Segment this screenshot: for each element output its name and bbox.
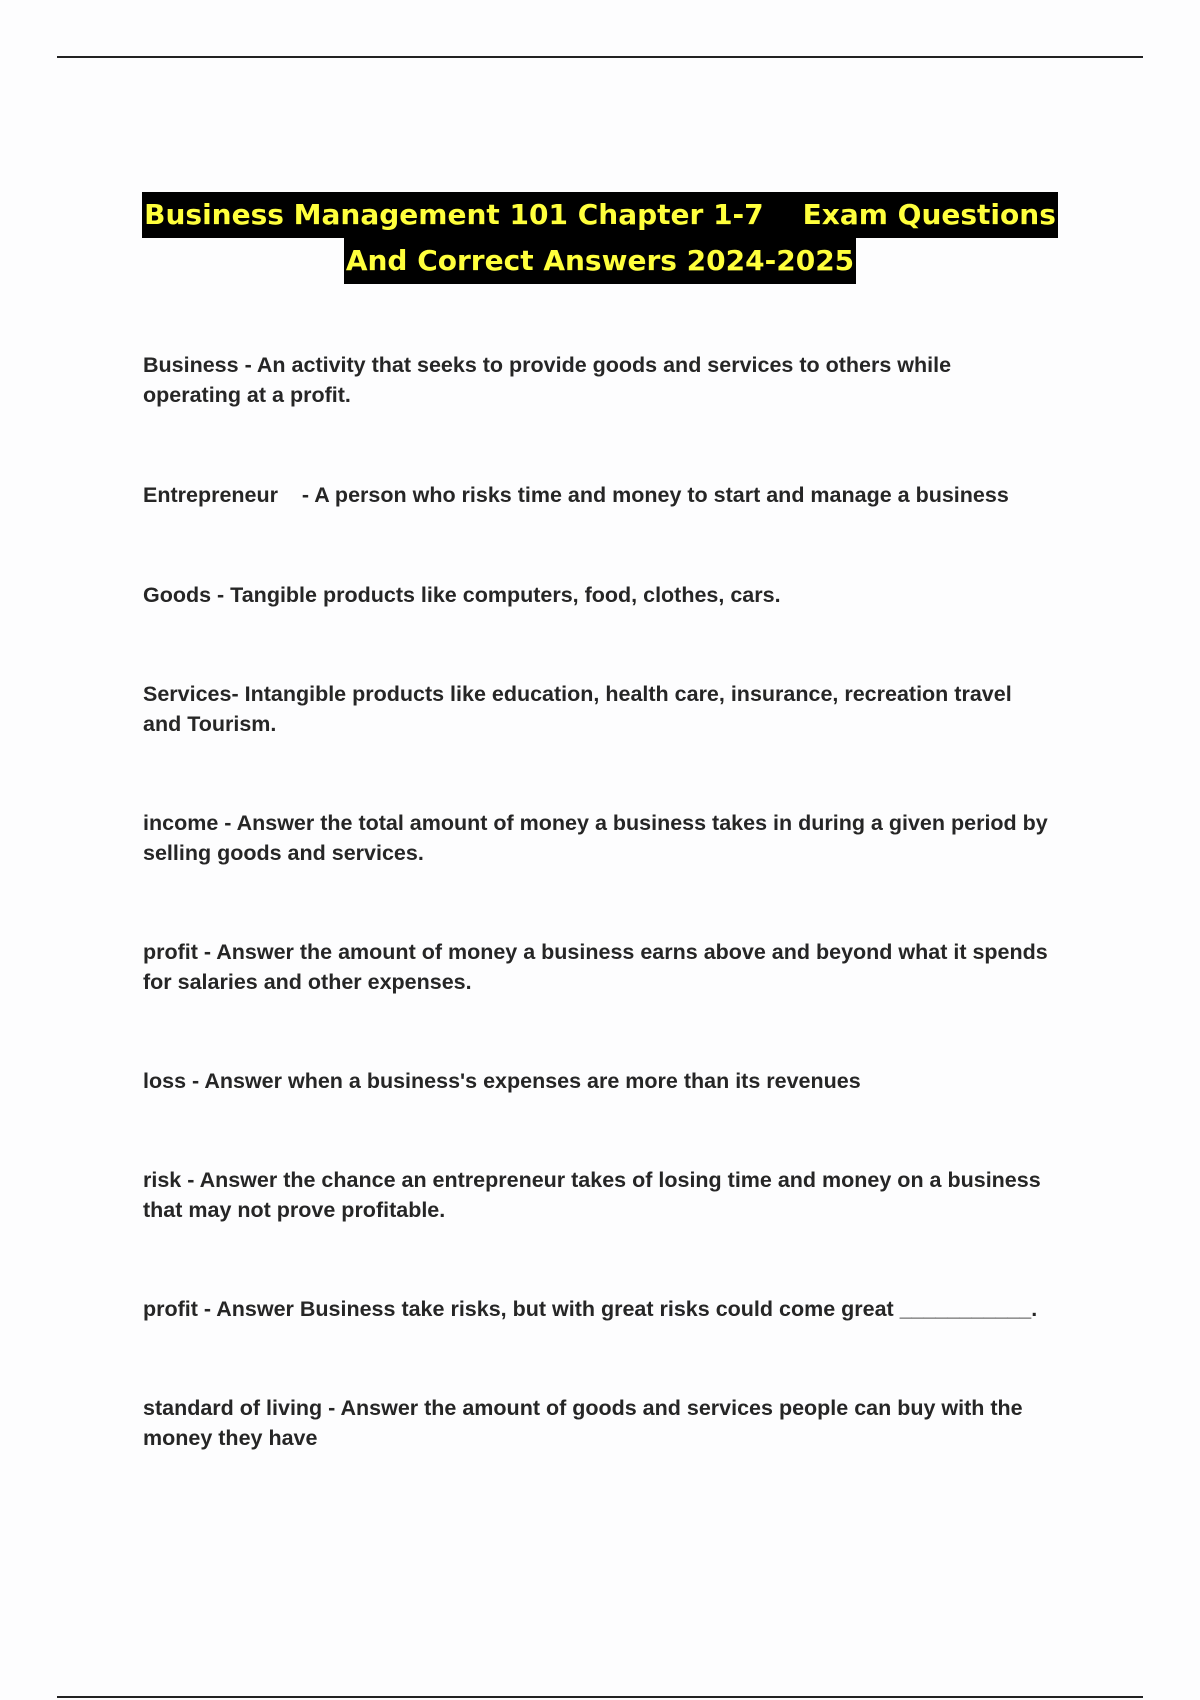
qa-entry-entrepreneur: Entrepreneur - A person who risks time and money to start and manage a business [143, 483, 1009, 507]
top-rule [57, 56, 1143, 58]
title-line-2: And Correct Answers 2024-2025 [344, 238, 856, 284]
qa-entry-services: Services- Intangible products like education, health care, insurance, recreation travel and Tourism. [143, 682, 1012, 736]
document-title [100, 192, 1100, 284]
qa-entry-goods: Goods - Tangible products like computers, food, clothes, cars. [143, 583, 781, 607]
qa-entry-standard-of-living: standard of living - Answer the amount of goods and services people can buy with the money they have [143, 1396, 1023, 1450]
qa-entry-business: Business - An activity that seeks to provide goods and services to others while operating at a profit. [143, 353, 952, 407]
qa-entry-profit-blank: profit - Answer Business take risks, but with great risks could come great ___________. [143, 1297, 1038, 1321]
qa-entry-income: income - Answer the total amount of money a business takes in during a given period by selling goods and services. [143, 811, 1048, 865]
qa-entry-loss: loss - Answer when a business's expenses are more than its revenues [143, 1069, 861, 1093]
bottom-rule [57, 1696, 1143, 1698]
qa-entry-risk: risk - Answer the chance an entrepreneur takes of losing time and money on a business that may not prove profitable. [143, 1168, 1041, 1222]
qa-entry-profit: profit - Answer the amount of money a business earns above and beyond what it spends for salaries and other expenses. [143, 940, 1048, 994]
title-line-1: Business Management 101 Chapter 1-7 Exam Questions [142, 192, 1058, 238]
